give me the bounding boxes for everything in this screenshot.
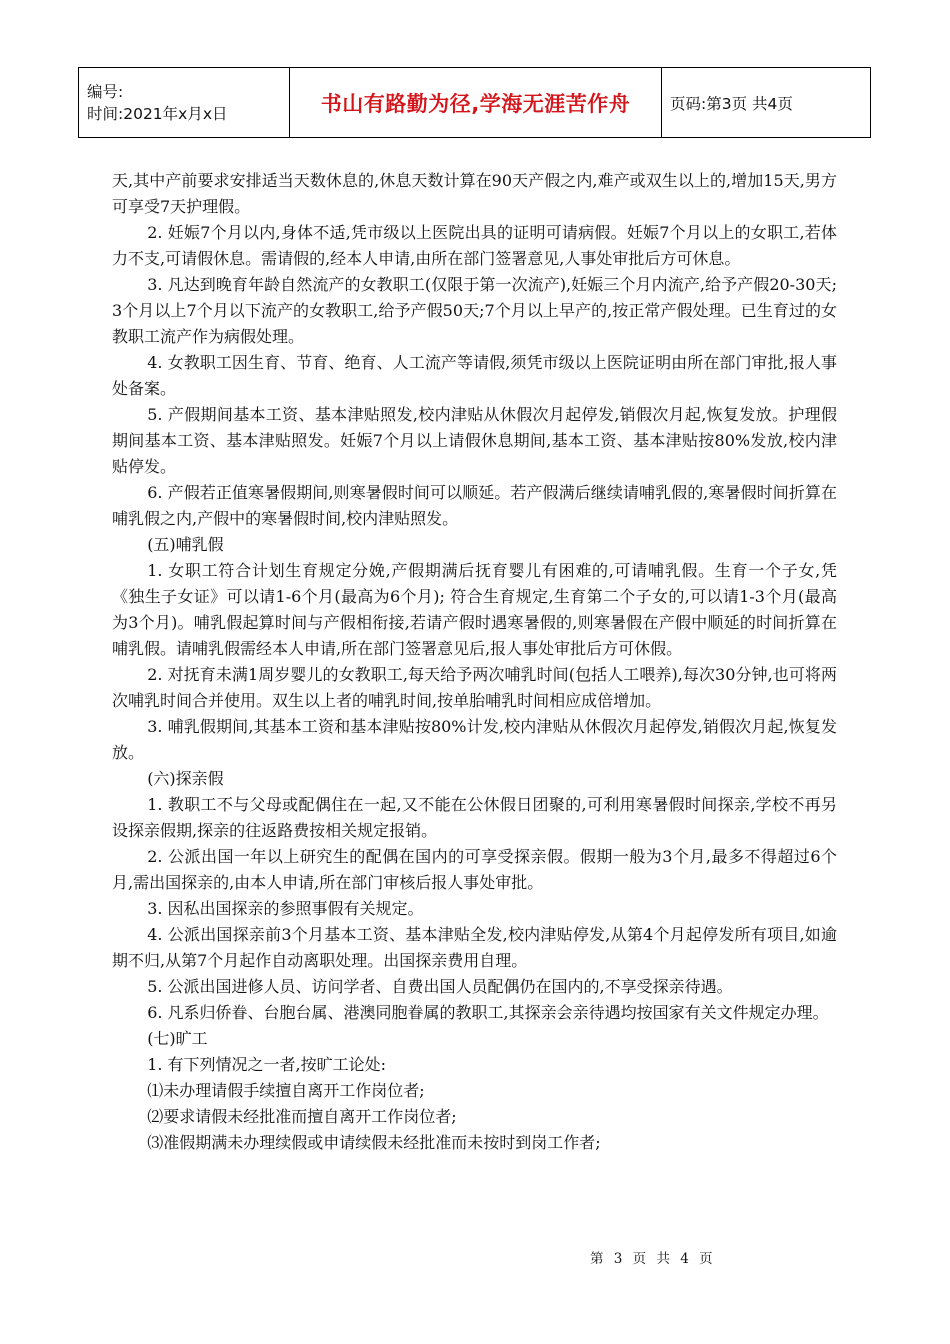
body-paragraph: 1. 教职工不与父母或配偶住在一起,又不能在公休假日团聚的,可利用寒暑假时间探亲,学校不再另设探亲假期,探亲的往返路费按相关规定报销。: [112, 795, 837, 840]
document-number-label: 编号:: [87, 82, 124, 101]
body-paragraph: 2. 公派出国一年以上研究生的配偶在国内的可享受探亲假。假期一般为3个月,最多不得超过6个月,需出国探亲的,由本人申请,所在部门审核后报人事处审批。: [112, 847, 837, 892]
header-table: [78, 67, 871, 138]
header-left-cell: [79, 68, 290, 138]
body-paragraph: 2. 对抚育未满1周岁婴儿的女教职工,每天给予两次哺乳时间(包括人工喂养),每次30分钟,也可将两次哺乳时间合并使用。双生以上者的哺乳时间,按单胎哺乳时间相应成倍增加。: [112, 665, 837, 710]
body-paragraph: 4. 公派出国探亲前3个月基本工资、基本津贴全发,校内津贴停发,从第4个月起停发所有项目,如逾期不归,从第7个月起作自动离职处理。出国探亲费用自理。: [112, 925, 837, 970]
body-paragraph: 天,其中产前要求安排适当天数休息的,休息天数计算在90天产假之内,难产或双生以上的,增加15天,男方可享受7天护理假。: [112, 171, 837, 216]
body-paragraph: 5. 公派出国进修人员、访问学者、自费出国人员配偶仍在国内的,不享受探亲待遇。: [147, 977, 733, 996]
body-paragraph: 3. 凡达到晚育年龄自然流产的女教职工(仅限于第一次流产),妊娠三个月内流产,给予产假20-30天; 3个月以上7个月以下流产的女教职工,给予产假50天;7个月以上早产的,按正常产假处理。已生育过的女教职工流产作为病假处理。: [112, 275, 837, 346]
body-paragraph: 6. 凡系归侨眷、台胞台属、港澳同胞眷属的教职工,其探亲会亲待遇均按国家有关文件规定办理。: [147, 1003, 829, 1022]
list-item: ⑴未办理请假手续擅自离开工作岗位者;: [147, 1081, 425, 1100]
header-page-info: 页码:第3页 共4页: [662, 68, 871, 138]
section-heading: (六)探亲假: [147, 769, 224, 788]
body-paragraph: 5. 产假期间基本工资、基本津贴照发,校内津贴从休假次月起停发,销假次月起,恢复发放。护理假期间基本工资、基本津贴照发。妊娠7个月以上请假休息期间,基本工资、基本津贴按80%发放,校内津贴停发。: [112, 405, 837, 476]
body-paragraph: 1. 有下列情况之一者,按旷工论处:: [147, 1055, 387, 1074]
document-body: [112, 168, 837, 1156]
body-paragraph: 3. 哺乳假期间,其基本工资和基本津贴按80%计发,校内津贴从休假次月起停发,销假次月起,恢复发放。: [112, 717, 837, 762]
body-paragraph: 1. 女职工符合计划生育规定分娩,产假期满后抚育婴儿有困难的,可请哺乳假。生育一个子女,凭《独生子女证》可以请1-6个月(最高为6个月); 符合生育规定,生育第二个子女的,可以请1-3个月(最高为3个月)。哺乳假起算时间与产假相衔接,若请产假时遇寒暑假的,则寒暑假在产假中顺延的时间折算在哺乳假。请哺乳假需经本人申请,所在部门签署意见后,报人事处审批后方可休假。: [112, 561, 837, 658]
section-heading: (五)哺乳假: [147, 535, 224, 554]
list-item: ⑵要求请假未经批准而擅自离开工作岗位者;: [147, 1107, 457, 1126]
body-paragraph: 6. 产假若正值寒暑假期间,则寒暑假时间可以顺延。若产假满后继续请哺乳假的,寒暑假时间折算在哺乳假之内,产假中的寒暑假时间,校内津贴照发。: [112, 483, 837, 528]
list-item: ⑶准假期满未办理续假或申请续假未经批准而未按时到岗工作者;: [147, 1133, 601, 1152]
body-paragraph: 2. 妊娠7个月以内,身体不适,凭市级以上医院出具的证明可请病假。妊娠7个月以上的女职工,若体力不支,可请假休息。需请假的,经本人申请,由所在部门签署意见,人事处审批后方可休息。: [112, 223, 837, 268]
body-paragraph: 3. 因私出国探亲的参照事假有关规定。: [147, 899, 424, 918]
section-heading: (七)旷工: [147, 1029, 208, 1048]
document-time-label: 时间:2021年x月x日: [87, 104, 228, 123]
header-motto: 书山有路勤为径,学海无涯苦作舟: [290, 68, 662, 138]
body-paragraph: 4. 女教职工因生育、节育、绝育、人工流产等请假,须凭市级以上医院证明由所在部门审批,报人事处备案。: [112, 353, 837, 398]
page-footer: 第 3 页 共 4 页: [590, 1251, 713, 1267]
